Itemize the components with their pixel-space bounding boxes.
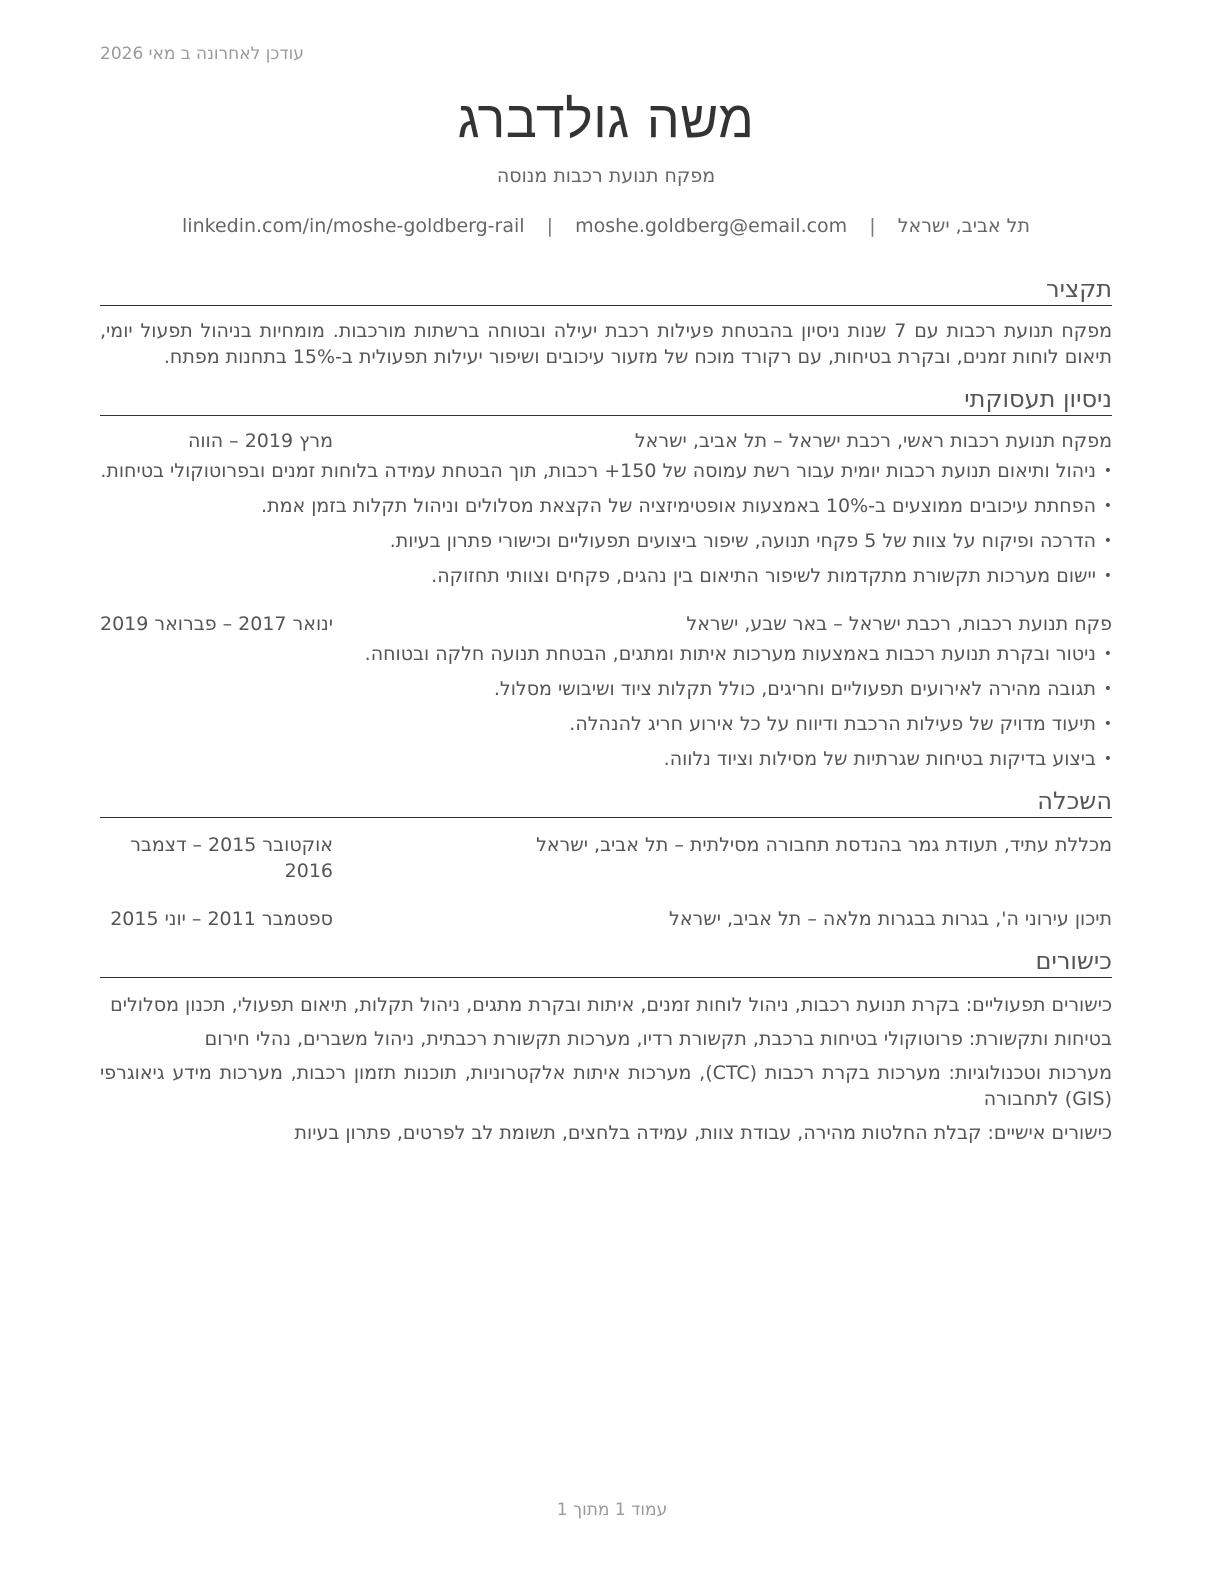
education-entry: [100, 832, 1112, 884]
contact-linkedin[interactable]: linkedin.com/in/moshe-goldberg-rail: [182, 215, 525, 237]
job-dates: ינואר 2017 – פברואר 2019: [99, 613, 333, 635]
education-entry: [100, 906, 1112, 932]
contact-email[interactable]: moshe.goldberg@email.com: [575, 215, 848, 237]
section-title-experience: ניסיון תעסוקתי: [100, 384, 1112, 416]
job-role: מפקח תנועת רכבות ראשי, רכבת ישראל – תל אביב, ישראל: [634, 430, 1112, 452]
job-dates: מרץ 2019 – הווה: [187, 430, 333, 452]
section-title-skills: כישורים: [100, 946, 1112, 978]
candidate-headline: מפקח תנועת רכבות מנוסה: [496, 165, 716, 187]
job-entry: [100, 611, 1112, 772]
job-bullet: • ניהול ותיאום תנועת רכבות יומית עבור רשת עמוסה של 150+ רכבות, תוך הבטחת עמידה בלוחות זמנים ובפרוטוקולי בטיחות.: [100, 458, 1112, 484]
job-bullet: • הפחתת עיכובים ממוצעים ב-10% באמצעות אופטימיזציה של הקצאת מסלולים וניהול תקלות בזמן אמת.: [100, 493, 1112, 519]
skill-line: כישורים אישיים: קבלת החלטות מהירה, עבודת צוות, עמידה בלחצים, תשומת לב לפרטים, פתרון בעיות: [294, 1122, 1112, 1144]
section-title-education: השכלה: [100, 786, 1112, 818]
job-bullet: • ניטור ובקרת תנועת רכבות באמצעות מערכות איתות ומתגים, הבטחת תנועה חלקה ובטוחה.: [100, 641, 1112, 667]
section-title-summary: תקציר: [100, 274, 1112, 306]
education-degree: מכללת עתיד, תעודת גמר בהנדסת תחבורה מסילתית – תל אביב, ישראל: [536, 834, 1112, 856]
education-dates: ספטמבר 2011 – יוני 2015: [110, 908, 333, 930]
resume-page: [100, 0, 1112, 1154]
education-degree: תיכון עירוני ה', בגרות בבגרות מלאה – תל אביב, ישראל: [669, 908, 1112, 930]
contact-location: תל אביב, ישראל: [897, 215, 1030, 237]
job-bullet: • ביצוע בדיקות בטיחות שגרתיות של מסילות וציוד נלווה.: [100, 746, 1112, 772]
job-role: פקח תנועת רכבות, רכבת ישראל – באר שבע, ישראל: [686, 613, 1112, 635]
skill-line: מערכות וטכנולוגיות: מערכות בקרת רכבות (CTC), מערכות איתות אלקטרוניות, תוכנות תזמון רכבות, מערכות מידע גיאוגרפי (GIS) לתחבורה: [100, 1062, 1113, 1110]
skills-list: [100, 992, 1112, 1146]
job-bullets: [100, 458, 1112, 589]
job-bullet: • תיעוד מדויק של פעילות הרכבת ודיווח על כל אירוע חריג להנהלה.: [100, 711, 1112, 737]
education-dates: אוקטובר 2015 – דצמבר 2016: [130, 834, 333, 882]
job-bullet: • יישום מערכות תקשורת מתקדמות לשיפור התיאום בין נהגים, פקחים וצוותי תחזוקה.: [100, 563, 1112, 589]
job-entry: [100, 428, 1112, 589]
skill-line: בטיחות ותקשורת: פרוטוקולי בטיחות ברכבת, תקשורת רדיו, מערכות תקשורת רכבתית, ניהול משברים, נהלי חירום: [204, 1028, 1112, 1050]
job-bullets: [100, 641, 1112, 772]
contact-line: [100, 212, 1112, 240]
contact-separator: |: [546, 215, 554, 237]
page-number: עמוד 1 מתוך 1: [556, 1500, 668, 1520]
candidate-name: משה גולדברג: [457, 90, 755, 150]
job-header: [100, 611, 1112, 637]
skill-line: כישורים תפעוליים: בקרת תנועת רכבות, ניהול לוחות זמנים, איתות ובקרת מתגים, ניהול תקלות, תיאום תפעולי, תכנון מסלולים: [110, 994, 1112, 1016]
job-bullet: • תגובה מהירה לאירועים תפעוליים וחריגים, כולל תקלות ציוד ושיבושי מסלול.: [100, 676, 1112, 702]
contact-separator: |: [869, 215, 876, 237]
last-updated: עודכן לאחרונה ב מאי 2026: [100, 44, 304, 64]
summary-text: מפקח תנועת רכבות עם 7 שנות ניסיון בהבטחת פעילות רכבת יעילה ובטוחה ברשתות מורכבות. מומחיות בניהול תפעול יומי, תיאום לוחות זמנים, ובקרת בטיחות, עם רקורד מוכח של מזעור עיכובים ושיפור יעילות תפעולית ב-15% בתחנות מפתח.: [100, 320, 1112, 368]
job-bullet: • הדרכה ופיקוח על צוות של 5 פקחי תנועה, שיפור ביצועים תפעוליים וכישורי פתרון בעיות.: [100, 528, 1112, 554]
job-header: [100, 428, 1112, 454]
